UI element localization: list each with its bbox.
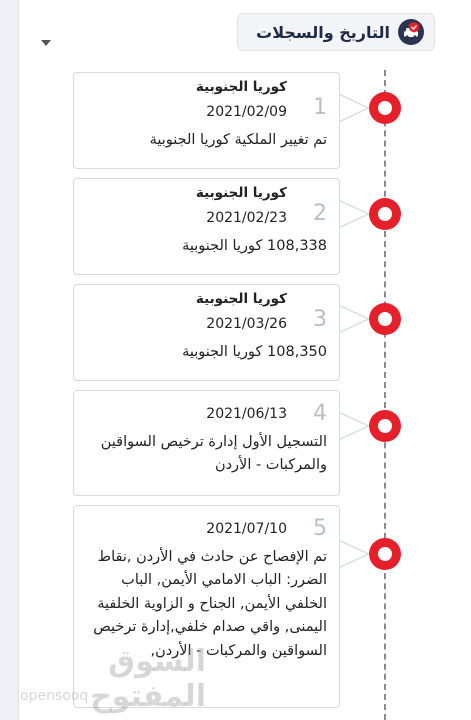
card-pointer	[339, 95, 367, 121]
entry-number: 5	[313, 516, 327, 541]
card-pointer	[339, 306, 367, 332]
timeline-card	[73, 390, 340, 496]
timeline-card	[73, 284, 340, 381]
entry-country: كوريا الجنوبية	[195, 79, 287, 95]
entry-description: التسجيل الأول إدارة ترخيص السواقين والمركبات - الأردن	[100, 434, 327, 474]
entry-number: 2	[313, 201, 327, 226]
history-title: التاريخ والسجلات	[256, 22, 390, 42]
entry-description: 108,338 كوريا الجنوبية	[182, 238, 327, 254]
entry-description: تم الإفصاح عن حادث في الأردن ,نقاط الضرر: الباب الامامي الأيمن, الباب الخلفي الأيمن, الجناح و الزاوية الخلفية اليمنى, واقي صدام خلفي,إدارة ترخيص السواقين والمركبات - الأردن,	[93, 549, 327, 659]
timeline-dot	[369, 410, 401, 442]
entry-date: 2021/03/26	[206, 316, 287, 332]
entry-date: 2021/02/23	[206, 210, 287, 226]
entry-country: كوريا الجنوبية	[195, 185, 287, 201]
timeline-dot	[369, 92, 401, 124]
timeline-card	[73, 72, 340, 169]
timeline-dot	[369, 538, 401, 570]
entry-date: 2021/06/13	[206, 406, 287, 422]
timeline-dot	[369, 303, 401, 335]
timeline-card	[73, 178, 340, 275]
watermark-english: opensooq	[20, 688, 89, 704]
entry-number: 3	[313, 307, 327, 332]
timeline-dot	[369, 198, 401, 230]
history-header[interactable]	[237, 13, 435, 51]
entry-number: 4	[313, 401, 327, 426]
chevron-down-icon[interactable]	[41, 40, 51, 46]
entry-description: 108,350 كوريا الجنوبية	[182, 344, 327, 360]
entry-number: 1	[313, 95, 327, 120]
entry-country: كوريا الجنوبية	[195, 291, 287, 307]
entry-description: تم تغيير الملكية كوريا الجنوبية	[149, 132, 327, 148]
car-shield-icon	[398, 19, 424, 45]
watermark-arabic: السوق المفتوح	[90, 644, 206, 714]
entry-date: 2021/07/10	[206, 521, 287, 537]
timeline-card	[73, 505, 340, 708]
card-pointer	[339, 201, 367, 227]
card-pointer	[339, 413, 367, 439]
card-pointer	[339, 541, 367, 567]
timeline-line	[384, 70, 386, 720]
entry-date: 2021/02/09	[206, 104, 287, 120]
